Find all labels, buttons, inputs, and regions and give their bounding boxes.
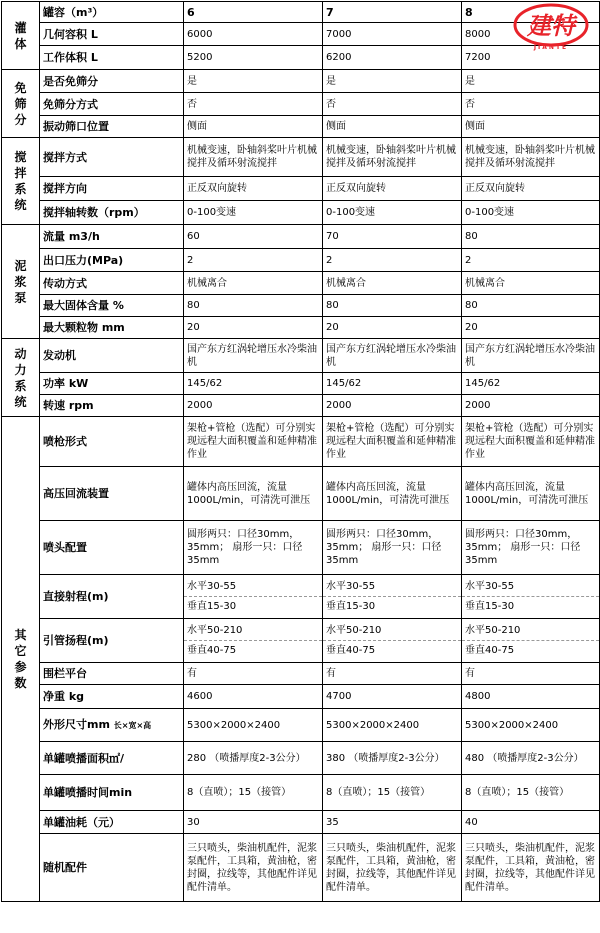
- value-cell: [323, 619, 462, 663]
- value-cell: 80: [462, 225, 600, 249]
- param-label: 直接射程(m): [40, 575, 184, 619]
- value-cell: 4800: [462, 685, 600, 709]
- param-label: 搅拌方式: [40, 138, 184, 177]
- group-tank: 灌体: [2, 2, 40, 70]
- param-label: 围栏平台: [40, 663, 184, 685]
- value-cell: 是: [184, 70, 323, 93]
- param-label: 是否免筛分: [40, 70, 184, 93]
- range-vertical: 垂直40-75: [184, 640, 322, 660]
- value-cell: 侧面: [184, 116, 323, 138]
- param-label: 喷头配置: [40, 521, 184, 575]
- range-vertical: 垂直15-30: [323, 596, 461, 616]
- value-cell: 三只喷头，柴油机配件，泥浆泵配件，工具箱，黄油枪，密封圈，拉线等，其他配件详见配件清单。: [462, 834, 600, 902]
- value-cell: 0-100变速: [184, 201, 323, 225]
- param-label: 引管扬程(m): [40, 619, 184, 663]
- value-cell: 80: [462, 295, 600, 317]
- param-label: 转速 rpm: [40, 395, 184, 417]
- value-cell: 4600: [184, 685, 323, 709]
- value-cell: 80: [323, 295, 462, 317]
- group-other: 其它参数: [2, 417, 40, 902]
- value-cell: 5200: [184, 46, 323, 70]
- param-label: 高压回流装置: [40, 467, 184, 521]
- value-cell: 8000: [462, 23, 600, 46]
- value-cell: 圆形两只：口径30mm，35mm； 扇形一只：口径35mm: [184, 521, 323, 575]
- value-cell: 2: [462, 249, 600, 272]
- logo-text: 建特: [527, 12, 575, 40]
- param-label: 流量 m3/h: [40, 225, 184, 249]
- value-cell: 国产东方红涡轮增压水冷柴油机: [184, 339, 323, 373]
- value-cell: 罐体内高压回流，流量1000L/min，可清洗可泄压: [184, 467, 323, 521]
- param-label: 免筛分方式: [40, 93, 184, 116]
- value-cell: 圆形两只：口径30mm，35mm； 扇形一只：口径35mm: [323, 521, 462, 575]
- value-cell: [184, 575, 323, 619]
- value-cell: 正反双向旋转: [323, 177, 462, 201]
- value-cell: 有: [184, 663, 323, 685]
- value-cell: 机械离合: [184, 272, 323, 295]
- value-cell: 35: [323, 811, 462, 834]
- value-cell: 国产东方红涡轮增压水冷柴油机: [462, 339, 600, 373]
- param-label-capacity: 罐容（m³）: [40, 2, 184, 23]
- model-8: 8: [462, 2, 600, 23]
- value-cell: 20: [462, 317, 600, 339]
- param-label: 出口压力(MPa): [40, 249, 184, 272]
- param-label: 搅拌方向: [40, 177, 184, 201]
- range-vertical: 垂直15-30: [184, 596, 322, 616]
- value-cell: 30: [184, 811, 323, 834]
- value-cell: 145/62: [462, 373, 600, 395]
- value-cell: 5300×2000×2400: [462, 709, 600, 742]
- param-label: 振动筛口位置: [40, 116, 184, 138]
- value-cell: 80: [184, 295, 323, 317]
- value-cell: 是: [462, 70, 600, 93]
- range-horizontal: 水平30-55: [465, 581, 515, 592]
- value-cell: 有: [323, 663, 462, 685]
- value-cell: 8（直喷）；15（接管）: [184, 775, 323, 811]
- value-cell: 国产东方红涡轮增压水冷柴油机: [323, 339, 462, 373]
- value-cell: 机械变速，卧轴斜桨叶片机械搅拌及循环射流搅拌: [323, 138, 462, 177]
- param-label: 单罐油耗（元）: [40, 811, 184, 834]
- range-horizontal: 水平30-55: [326, 581, 376, 592]
- param-label: 发动机: [40, 339, 184, 373]
- param-label: 最大颗粒物 mm: [40, 317, 184, 339]
- value-cell: 架枪+管枪（选配）可分别实现远程大面积覆盖和延伸精准作业: [184, 417, 323, 467]
- dimension-unit-label: 长×宽×高: [113, 721, 152, 730]
- value-cell: 145/62: [323, 373, 462, 395]
- value-cell: 罐体内高压回流，流量1000L/min，可清洗可泄压: [323, 467, 462, 521]
- value-cell: 机械离合: [323, 272, 462, 295]
- value-cell: 侧面: [323, 116, 462, 138]
- value-cell: 480 （喷播厚度2-3公分）: [462, 742, 600, 775]
- value-cell: 280 （喷播厚度2-3公分）: [184, 742, 323, 775]
- value-cell: 145/62: [184, 373, 323, 395]
- value-cell: 正反双向旋转: [462, 177, 600, 201]
- value-cell: 罐体内高压回流，流量1000L/min，可清洗可泄压: [462, 467, 600, 521]
- param-label: [40, 709, 184, 742]
- value-cell: [323, 575, 462, 619]
- value-cell: 三只喷头，柴油机配件，泥浆泵配件，工具箱，黄油枪，密封圈，拉线等，其他配件详见配件清单。: [323, 834, 462, 902]
- range-vertical: 垂直40-75: [323, 640, 461, 660]
- logo-icon: [510, 3, 592, 51]
- value-cell: 380 （喷播厚度2-3公分）: [323, 742, 462, 775]
- value-cell: 架枪+管枪（选配）可分别实现远程大面积覆盖和延伸精准作业: [462, 417, 600, 467]
- value-cell: 是: [323, 70, 462, 93]
- value-cell: 机械变速，卧轴斜桨叶片机械搅拌及循环射流搅拌: [184, 138, 323, 177]
- value-cell: 2000: [462, 395, 600, 417]
- value-cell: [184, 619, 323, 663]
- model-7: 7: [323, 2, 462, 23]
- logo-subtext: JIANTE: [533, 44, 569, 51]
- value-cell: 否: [184, 93, 323, 116]
- range-horizontal: 水平30-55: [187, 581, 237, 592]
- group-slurry-pump: 泥浆泵: [2, 225, 40, 339]
- value-cell: 8（直喷）；15（接管）: [462, 775, 600, 811]
- value-cell: 侧面: [462, 116, 600, 138]
- value-cell: 7200: [462, 46, 600, 70]
- value-cell: 否: [462, 93, 600, 116]
- group-mixing: 搅拌系统: [2, 138, 40, 225]
- value-cell: 4700: [323, 685, 462, 709]
- range-vertical: 垂直15-30: [462, 596, 599, 616]
- param-label: 最大固体含量 %: [40, 295, 184, 317]
- value-cell: 20: [184, 317, 323, 339]
- range-horizontal: 水平50-210: [326, 625, 382, 636]
- value-cell: 0-100变速: [323, 201, 462, 225]
- spec-table: [1, 1, 600, 902]
- value-cell: 有: [462, 663, 600, 685]
- param-label: 几何容积 L: [40, 23, 184, 46]
- value-cell: 6000: [184, 23, 323, 46]
- group-screen-free: 免筛分: [2, 70, 40, 138]
- value-cell: 三只喷头，柴油机配件，泥浆泵配件，工具箱，黄油枪，密封圈，拉线等，其他配件详见配件清单。: [184, 834, 323, 902]
- value-cell: 否: [323, 93, 462, 116]
- value-cell: 架枪+管枪（选配）可分别实现远程大面积覆盖和延伸精准作业: [323, 417, 462, 467]
- range-vertical: 垂直40-75: [462, 640, 599, 660]
- param-label: 随机配件: [40, 834, 184, 902]
- value-cell: 正反双向旋转: [184, 177, 323, 201]
- value-cell: 5300×2000×2400: [323, 709, 462, 742]
- value-cell: 5300×2000×2400: [184, 709, 323, 742]
- param-label: 功率 kW: [40, 373, 184, 395]
- value-cell: 2: [184, 249, 323, 272]
- value-cell: 7000: [323, 23, 462, 46]
- param-label: 工作体积 L: [40, 46, 184, 70]
- value-cell: 2000: [323, 395, 462, 417]
- value-cell: 2000: [184, 395, 323, 417]
- group-power: 动力系统: [2, 339, 40, 417]
- value-cell: 0-100变速: [462, 201, 600, 225]
- value-cell: 机械变速，卧轴斜桨叶片机械搅拌及循环射流搅拌: [462, 138, 600, 177]
- value-cell: [462, 575, 600, 619]
- value-cell: [462, 619, 600, 663]
- param-label: 喷枪形式: [40, 417, 184, 467]
- param-label: 传动方式: [40, 272, 184, 295]
- value-cell: 圆形两只：口径30mm，35mm； 扇形一只：口径35mm: [462, 521, 600, 575]
- model-6: 6: [184, 2, 323, 23]
- value-cell: 6200: [323, 46, 462, 70]
- value-cell: 20: [323, 317, 462, 339]
- value-cell: 2: [323, 249, 462, 272]
- value-cell: 8（直喷）；15（接管）: [323, 775, 462, 811]
- range-horizontal: 水平50-210: [187, 625, 243, 636]
- param-label: 单罐喷播面积㎡/: [40, 742, 184, 775]
- value-cell: 60: [184, 225, 323, 249]
- value-cell: 70: [323, 225, 462, 249]
- jiante-logo: [510, 3, 592, 51]
- value-cell: 40: [462, 811, 600, 834]
- param-label: 单罐喷播时间min: [40, 775, 184, 811]
- param-label: 净重 kg: [40, 685, 184, 709]
- dimension-label: 外形尺寸mm: [43, 718, 110, 731]
- range-horizontal: 水平50-210: [465, 625, 521, 636]
- param-label: 搅拌轴转数（rpm）: [40, 201, 184, 225]
- value-cell: 机械离合: [462, 272, 600, 295]
